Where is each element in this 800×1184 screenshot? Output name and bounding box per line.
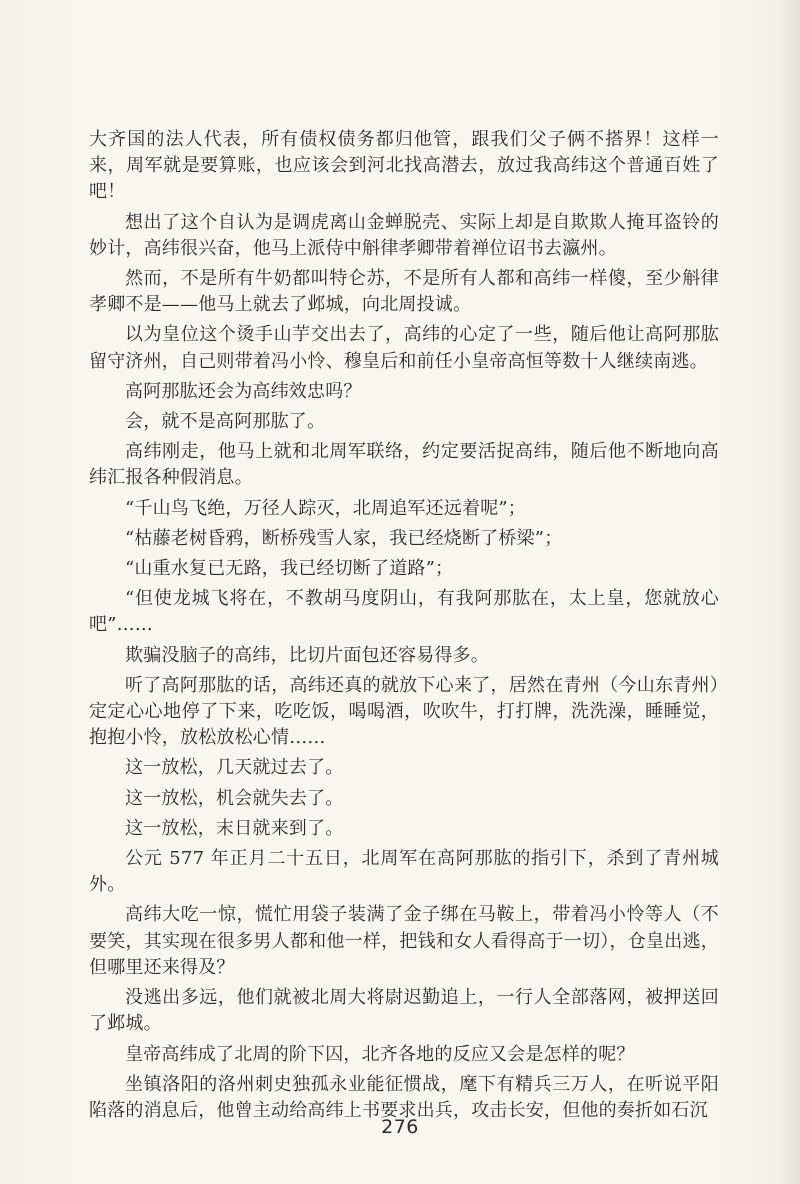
- paragraph: 这一放松，几天就过去了。: [125, 757, 344, 779]
- page-edge-shadow: [778, 0, 800, 1184]
- paragraph: 这一放松，末日就来到了。: [125, 817, 344, 839]
- paragraph: 然而，不是所有牛奶都叫特仑苏，不是所有人都和高纬一样傻，至少斛律孝卿不是——他马上就去了邺城，向北周投诚。: [89, 268, 719, 316]
- paragraph: 想出了这个自认为是调虎离山金蝉脱壳、实际上却是自欺欺人掩耳盗铃的妙计，高纬很兴奋，他马上派侍中斛律孝卿带着禅位诏书去瀛州。: [89, 211, 719, 259]
- paragraph: “但使龙城飞将在，不教胡马度阴山，有我阿那肱在，太上皇，您就放心吧”……: [89, 588, 719, 636]
- page-number: 276: [381, 1116, 419, 1138]
- paragraph: 高阿那肱还会为高纬效忠吗？: [125, 380, 362, 402]
- paragraph: “千山鸟飞绝，万径人踪灭，北周追军还远着呢”；: [125, 497, 527, 519]
- paragraph: 高纬刚走，他马上就和北周军联络，约定要活捉高纬，随后他不断地向高纬汇报各种假消息。: [89, 441, 719, 489]
- paragraph: “山重水复已无路，我已经切断了道路”；: [125, 558, 454, 580]
- paragraph: 以为皇位这个烫手山芋交出去了，高纬的心定了一些，随后他让高阿那肱留守济州，自己则带着冯小怜、穆皇后和前任小皇帝高恒等数十人继续南逃。: [89, 324, 719, 372]
- paragraph: 没逃出多远，他们就被北周大将尉迟勤追上，一行人全部落网，被押送回了邺城。: [89, 987, 719, 1035]
- body-text: [89, 127, 719, 1128]
- paragraph: 公元 577 年正月二十五日，北周军在高阿那肱的指引下，杀到了青州城外。: [89, 848, 719, 896]
- paragraph: 大齐国的法人代表，所有债权债务都归他管，跟我们父子俩不搭界！这样一来，周军就是要算账，也应该会到河北找高潜去，放过我高纬这个普通百姓了吧！: [89, 129, 719, 203]
- paragraph: 高纬大吃一惊，慌忙用袋子装满了金子绑在马鞍上，带着冯小怜等人（不要笑，其实现在很多男人都和他一样，把钱和女人看得高于一切），仓皇出逃，但哪里还来得及？: [89, 904, 719, 978]
- paragraph: “枯藤老树昏鸦，断桥残雪人家，我已经烧断了桥梁”；: [125, 527, 563, 549]
- paragraph: 会，就不是高阿那肱了。: [125, 411, 326, 433]
- paragraph: 皇帝高纬成了北周的阶下囚，北齐各地的反应又会是怎样的呢？: [125, 1043, 635, 1065]
- paragraph: 这一放松，机会就失去了。: [125, 787, 344, 809]
- paragraph: 坐镇洛阳的洛州刺史独孤永业能征惯战，麾下有精兵三万人，在听说平阳陷落的消息后，他曾主动给高纬上书要求出兵，攻击长安，但他的奏折如石沉: [89, 1073, 719, 1121]
- paragraph: 听了高阿那肱的话，高纬还真的就放下心来了，居然在青州（今山东青州）定定心心地停了下来，吃吃饭，喝喝酒，吹吹牛，打打牌，洗洗澡，睡睡觉，抱抱小怜，放松放松心情……: [89, 674, 719, 749]
- paragraph: 欺骗没脑子的高纬，比切片面包还容易得多。: [125, 644, 489, 666]
